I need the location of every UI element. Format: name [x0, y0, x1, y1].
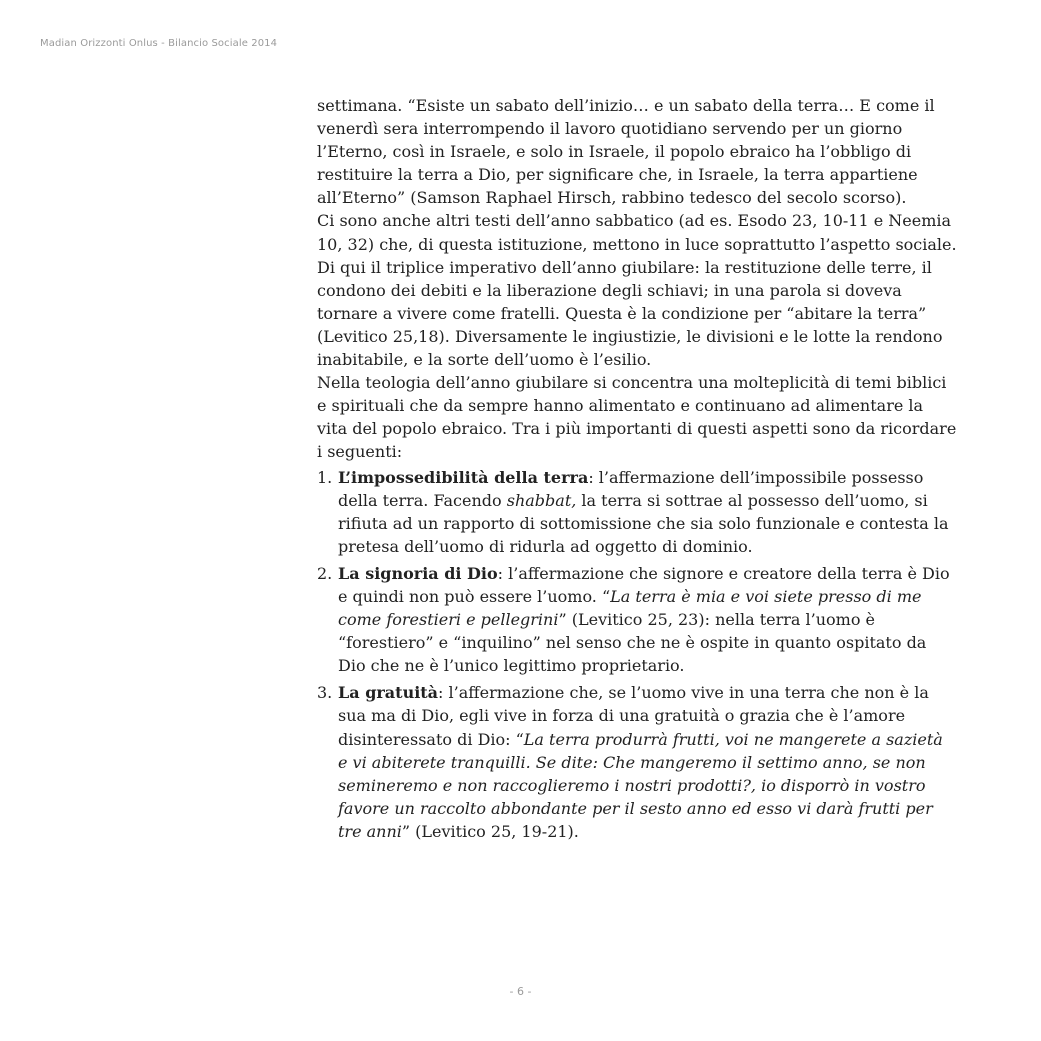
list-item [317, 681, 957, 843]
list-item-text: ” (Levitico 25, 19-21). [401, 821, 579, 841]
running-header: Madian Orizzonti Onlus - Bilancio Sociale 2014 [40, 38, 278, 49]
numbered-list [317, 466, 957, 844]
list-item-text: : l’affermazione dell’impossibile possesso della terra. Facendo [338, 467, 924, 510]
paragraph: settimana. “Esiste un sabato dell’inizio… e un sabato della terra… E come il venerdì sera interrompendo il lavoro quotidiano servendo per un giorno l’Eterno, così in Israele, e solo in Israele, il popolo ebraico ha l’obbligo di restituire la terra a Dio, per significare che, in Israele, la terra appartiene all’Eterno” (Samson Raphael Hirsch, rabbino tedesco del secolo scorso). [317, 96, 935, 208]
list-item-number: 3. [317, 683, 333, 703]
list-item-number: 1. [317, 467, 333, 487]
list-item-text: : l’affermazione che signore e creatore della terra è Dio e quindi non può essere l’uomo. “ [338, 563, 950, 606]
list-item-italic-text: La terra produrrà frutti, voi ne mangerete a sazietà e vi abiterete tranquilli. Se dite: Che mangeremo il settimo anno, se non semineremo e non raccoglieremo i nostri prodotti?, io disporrò in vostro favore un raccolto abbondante per il sesto anno ed esso vi darà frutti per tre anni [338, 729, 943, 841]
list-item-text: : l’affermazione che, se l’uomo vive in una terra che non è la sua ma di Dio, egli vive in forza di una gratuità o grazia che è l’amore disinteressato di Dio: “ [338, 683, 929, 749]
list-item-italic-text: shabbat, [506, 490, 577, 510]
body-text [317, 94, 957, 847]
list-item-number: 2. [317, 563, 333, 583]
paragraph: Ci sono anche altri testi dell’anno sabbatico (ad es. Esodo 23, 10-11 e Neemia 10, 32) che, di questa istituzione, mettono in luce soprattutto l’aspetto sociale. Di qui il triplice imperativo dell’anno giubilare: la restituzione delle terre, il condono dei debiti e la liberazione degli schiavi; in una parola si doveva tornare a vivere come fratelli. Questa è la condizione per “abitare la terra” (Levitico 25,18). Diversamente le ingiustizie, le divisioni e le lotte la rendono inabitabile, e la sorte dell’uomo è l’esilio. [317, 211, 957, 370]
list-item-text: ” (Levitico 25, 23): nella terra l’uomo è “forestiero” e “inquilino” nel senso che ne è ospite in quanto ospitato da Dio che ne è l’unico legittimo proprietario. [338, 610, 927, 676]
list-item-title: La gratuità [338, 683, 439, 703]
list-item-italic-text: La terra è mia e voi siete presso di me come forestieri e pellegrini [338, 586, 922, 630]
list-item-title: La signoria di Dio [338, 563, 498, 583]
list-item-text: la terra si sottrae al possesso dell’uomo, si rifiuta ad un rapporto di sottomissione che sia solo funzionale e contesta la pretesa dell’uomo di ridurla ad oggetto di dominio. [338, 490, 949, 556]
list-item [317, 466, 957, 558]
paragraph: Nella teologia dell’anno giubilare si concentra una molteplicità di temi biblici e spirituali che da sempre hanno alimentato e continuano ad alimentare la vita del popolo ebraico. Tra i più importanti di questi aspetti sono da ricordare i seguenti: [317, 373, 957, 462]
list-item [317, 562, 957, 677]
page-number: - 6 - [509, 985, 532, 998]
list-item-title: L’impossedibilità della terra [338, 467, 589, 487]
